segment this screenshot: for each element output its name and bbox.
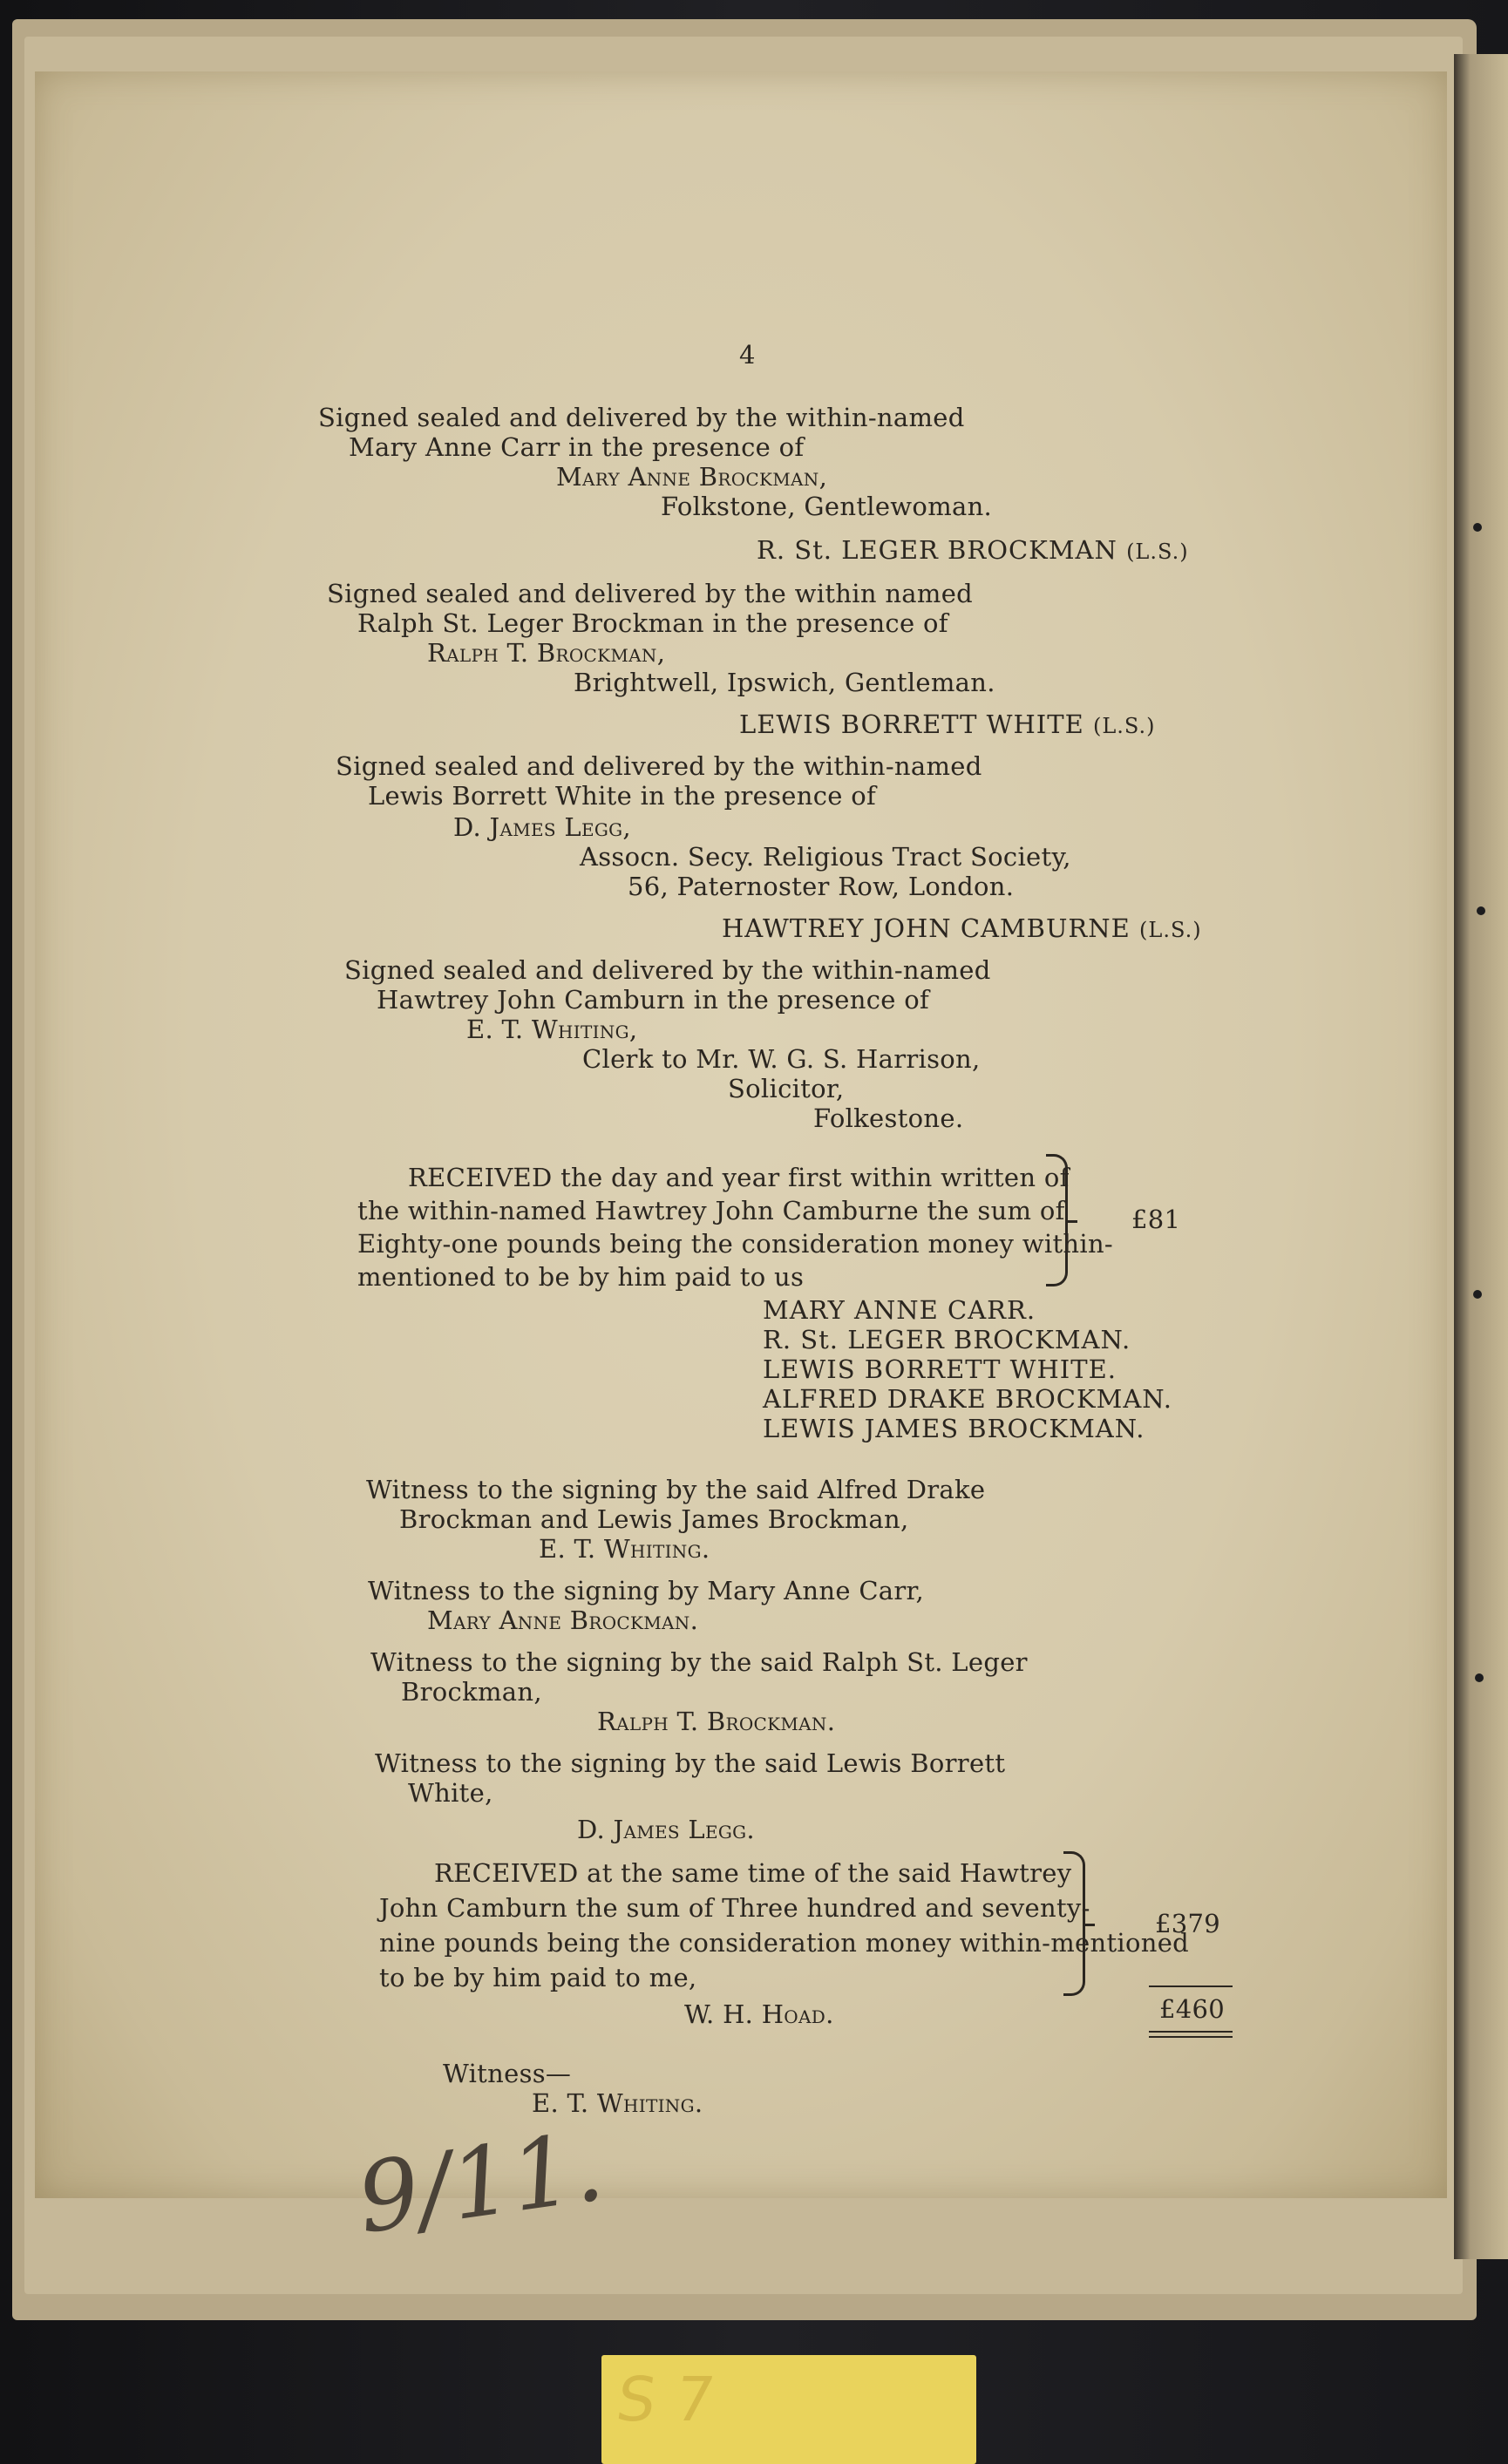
section-1-line-1: Signed sealed and delivered by the within-named bbox=[318, 403, 965, 432]
section-3-signature: LEWIS BORRETT WHITE (L.S.) bbox=[739, 709, 1156, 739]
section-3-witness-name: D. James Legg, bbox=[453, 812, 631, 842]
receipt-1-line-4: mentioned to be by him paid to us bbox=[357, 1262, 805, 1292]
handwritten-note: 9/11. bbox=[350, 2110, 610, 2255]
receipt-1-signatory-2: R. St. LEGER BROCKMAN. bbox=[763, 1325, 1131, 1354]
receipt-2-brace bbox=[1063, 1851, 1085, 1996]
catalog-sticker bbox=[601, 2355, 976, 2464]
section-4-witness-desc: Clerk to Mr. W. G. S. Harrison, bbox=[582, 1044, 981, 1074]
witness-1-line-2: Brockman and Lewis James Brockman, bbox=[399, 1504, 909, 1534]
witness-1-name: E. T. Whiting. bbox=[539, 1534, 710, 1564]
sticker-mark: S 7 bbox=[612, 2364, 719, 2435]
section-4-line-1: Signed sealed and delivered by the within-named bbox=[344, 955, 991, 985]
section-4-line-2: Hawtrey John Camburn in the presence of bbox=[377, 985, 930, 1015]
receipt-1-signatory-1: MARY ANNE CARR. bbox=[763, 1295, 1036, 1325]
receipt-1-signatory-5: LEWIS JAMES BROCKMAN. bbox=[763, 1414, 1145, 1443]
receipt-1-line-3: Eighty-one pounds being the consideration money within- bbox=[357, 1229, 1114, 1259]
receipt-1-signatory-4: ALFRED DRAKE BROCKMAN. bbox=[763, 1384, 1173, 1414]
section-1-witness-desc: Folkstone, Gentlewoman. bbox=[661, 492, 993, 521]
witness-2-name: Mary Anne Brockman. bbox=[427, 1605, 699, 1635]
receipt-2-line-4: to be by him paid to me, bbox=[379, 1963, 697, 1992]
witness-3-name: Ralph T. Brockman. bbox=[597, 1707, 836, 1736]
section-2-witness-desc: Brightwell, Ipswich, Gentleman. bbox=[574, 668, 995, 697]
section-3-witness-desc-2: 56, Paternoster Row, London. bbox=[628, 872, 1015, 901]
section-2-line-1: Signed sealed and delivered by the within named bbox=[327, 579, 974, 608]
binder-hole bbox=[1477, 906, 1485, 915]
witness-3-line-1: Witness to the signing by the said Ralph St. Leger bbox=[370, 1647, 1028, 1677]
section-2-witness-name: Ralph T. Brockman, bbox=[427, 638, 666, 668]
section-3-line-1: Signed sealed and delivered by the within-named bbox=[336, 751, 982, 781]
next-page-edge bbox=[1454, 54, 1508, 2259]
witness-4-line-2: White, bbox=[408, 1778, 493, 1808]
section-1-witness-name: Mary Anne Brockman, bbox=[556, 462, 828, 492]
section-1-line-2: Mary Anne Carr in the presence of bbox=[349, 432, 805, 462]
receipt-2-total: £460 bbox=[1159, 1994, 1226, 2024]
receipt-2-amount: £379 bbox=[1155, 1909, 1221, 1938]
final-witness-name: E. T. Whiting. bbox=[532, 2088, 703, 2118]
section-3-line-2: Lewis Borrett White in the presence of bbox=[368, 781, 877, 811]
section-4-signature: HAWTREY JOHN CAMBURNE (L.S.) bbox=[722, 913, 1202, 943]
binder-hole bbox=[1475, 1673, 1484, 1682]
section-3-witness-desc: Assocn. Secy. Religious Tract Society, bbox=[580, 842, 1071, 872]
receipt-1-amount: £81 bbox=[1131, 1205, 1181, 1234]
receipt-2-line-2: John Camburn the sum of Three hundred and seventy- bbox=[379, 1893, 1090, 1923]
receipt-2-line-3: nine pounds being the consideration money within-mentioned bbox=[379, 1928, 1190, 1958]
section-4-witness-name: E. T. Whiting, bbox=[466, 1015, 638, 1044]
total-rule-bottom-2 bbox=[1149, 2036, 1233, 2038]
section-4-witness-desc-2: Solicitor, bbox=[728, 1074, 845, 1103]
witness-1-line-1: Witness to the signing by the said Alfred Drake bbox=[366, 1475, 986, 1504]
receipt-2-line-1: RECEIVED at the same time of the said Hawtrey bbox=[434, 1858, 1072, 1888]
witness-2-line-1: Witness to the signing by Mary Anne Carr, bbox=[368, 1576, 925, 1605]
receipt-1-line-2: the within-named Hawtrey John Camburne the sum of bbox=[357, 1196, 1065, 1225]
final-witness-label: Witness— bbox=[443, 2059, 572, 2088]
section-2-signature: R. St. LEGER BROCKMAN (L.S.) bbox=[757, 535, 1189, 565]
receipt-1-line-1: RECEIVED the day and year first within written of bbox=[408, 1163, 1070, 1192]
page-number: 4 bbox=[739, 340, 756, 370]
binder-hole bbox=[1473, 523, 1482, 532]
document-page bbox=[35, 71, 1447, 2198]
witness-3-line-2: Brockman, bbox=[401, 1677, 542, 1707]
section-4-witness-desc-3: Folkestone. bbox=[813, 1103, 964, 1133]
binder-hole bbox=[1473, 1290, 1482, 1299]
section-2-line-2: Ralph St. Leger Brockman in the presence of bbox=[357, 608, 948, 638]
witness-4-line-1: Witness to the signing by the said Lewis Borrett bbox=[375, 1748, 1006, 1778]
receipt-1-brace bbox=[1046, 1154, 1068, 1286]
receipt-2-signatory: W. H. Hoad. bbox=[684, 1999, 834, 2029]
witness-4-name: D. James Legg. bbox=[577, 1815, 755, 1844]
total-rule-top bbox=[1149, 1985, 1233, 1987]
receipt-1-signatory-3: LEWIS BORRETT WHITE. bbox=[763, 1354, 1117, 1384]
total-rule-bottom-1 bbox=[1149, 2031, 1233, 2033]
